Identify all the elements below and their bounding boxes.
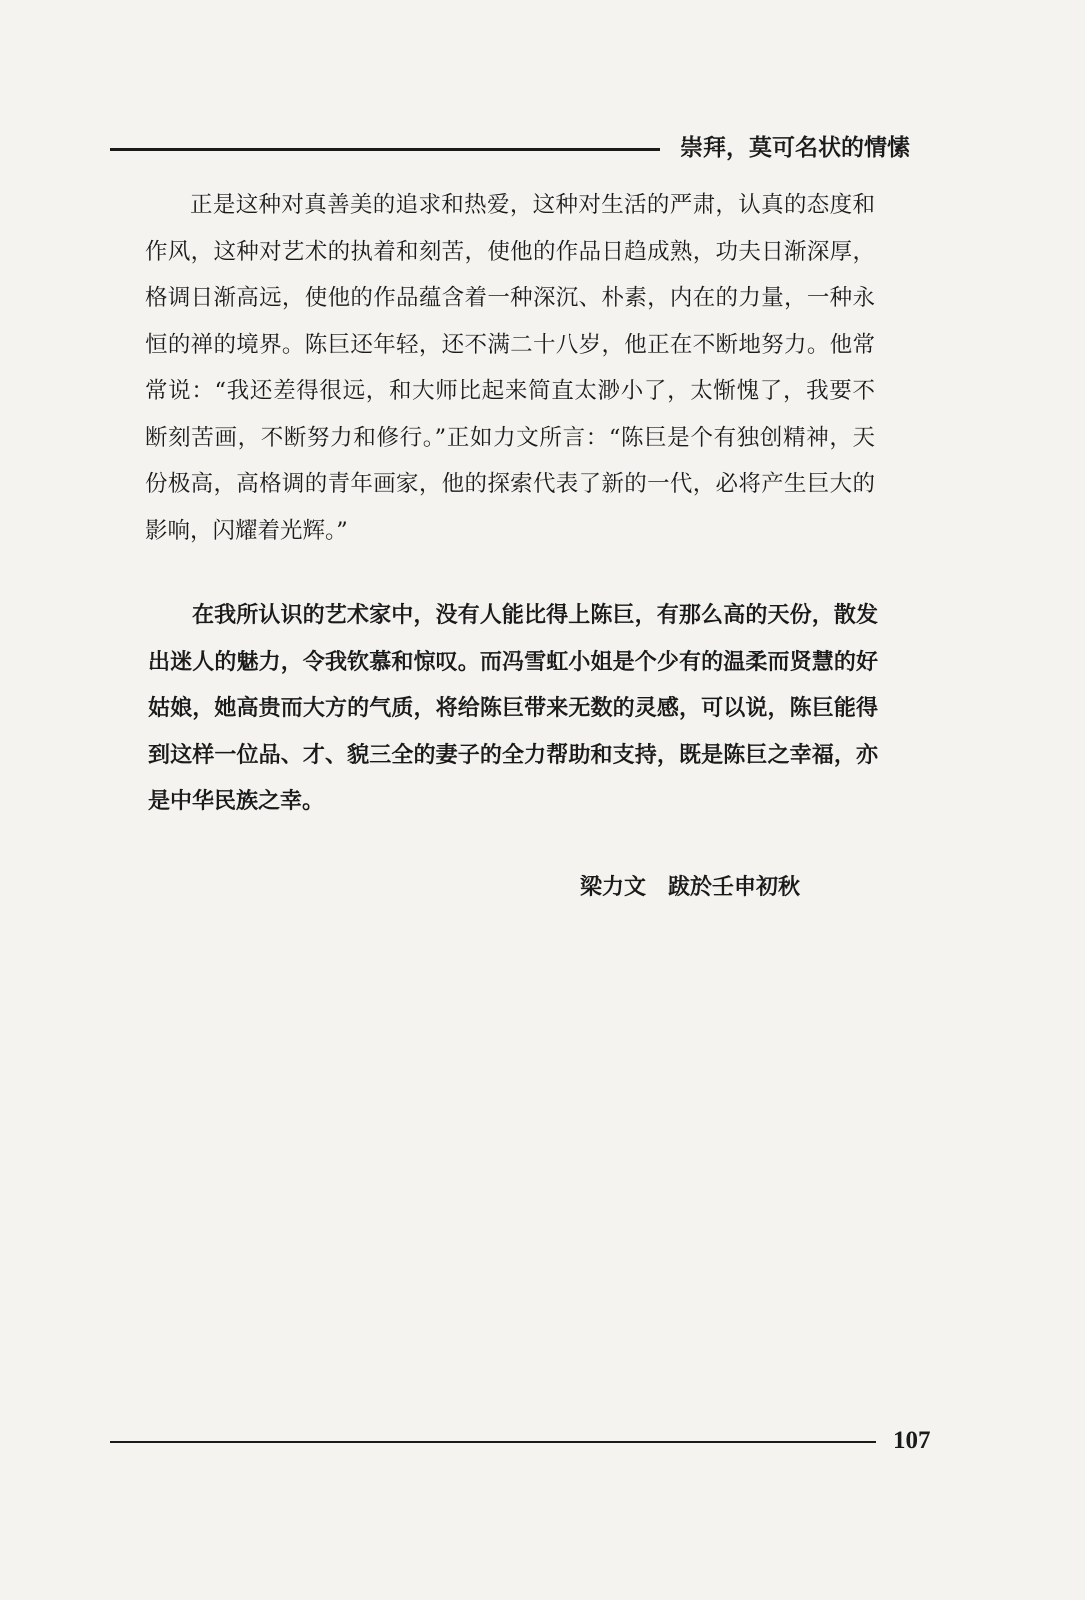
running-header bbox=[110, 130, 910, 170]
paragraph-2: 在我所认识的艺术家中，没有人能比得上陈巨，有那么高的天份，散发出迷人的魅力，令我钦慕和惊叹。而冯雪虹小姐是个少有的温柔而贤慧的好姑娘，她高贵而大方的气质，将给陈巨带来无数的灵感，可以说，陈巨能得到这样一位品、才、貌三全的妻子的全力帮助和支持，既是陈巨之幸福，亦是中华民族之幸。 bbox=[148, 603, 878, 814]
footer-rule bbox=[110, 1441, 876, 1443]
chapter-title: 崇拜，莫可名状的情愫 bbox=[680, 135, 910, 161]
paragraph-1: 正是这种对真善美的追求和热爱，这种对生活的严肃，认真的态度和作风，这种对艺术的执着和刻苦，使他的作品日趋成熟，功夫日渐深厚，格调日渐高远，使他的作品蕴含着一种深沉、朴素，内在的力量，一种永恒的禅的境界。陈巨还年轻，还不满二十八岁，他正在不断地努力。他常常说：“我还差得很远，和大师比起来简直太渺小了，太惭愧了，我要不断刻苦画，不断努力和修行。”正如力文所言：“陈巨是个有独创精神，天份极高，高格调的青年画家，他的探索代表了新的一代，必将产生巨大的影响，闪耀着光辉。” bbox=[145, 192, 875, 544]
signature-line: 梁力文 跋於壬申初秋 bbox=[580, 875, 801, 900]
header-rule bbox=[110, 148, 660, 151]
page-number: 107 bbox=[893, 1427, 931, 1454]
